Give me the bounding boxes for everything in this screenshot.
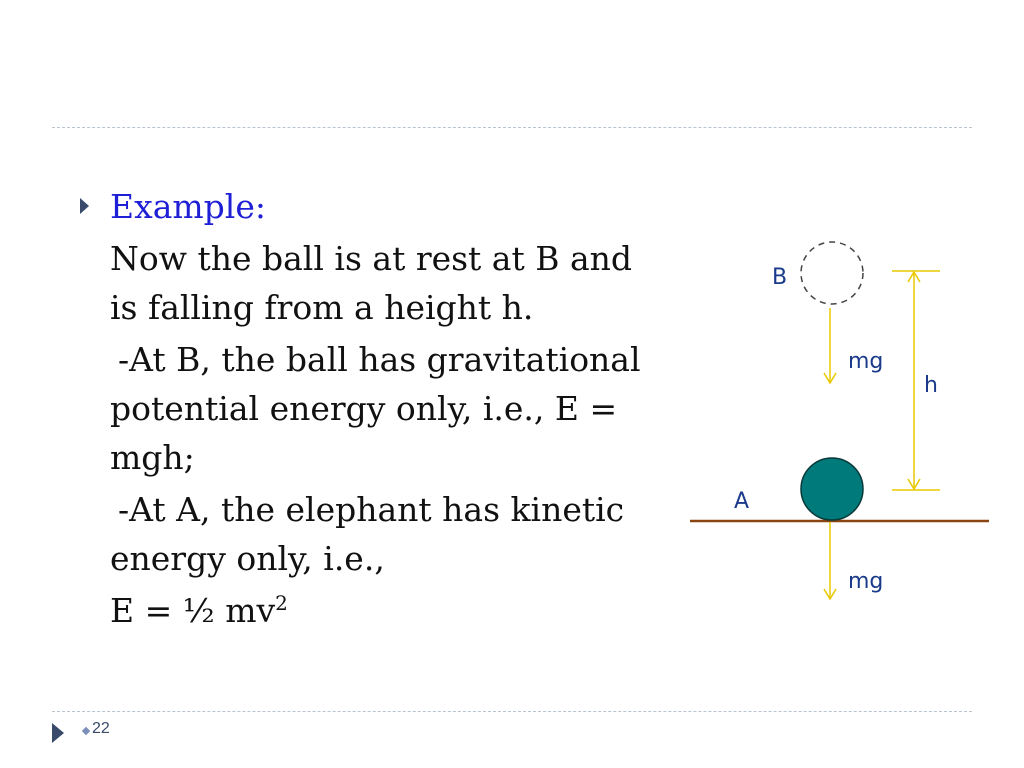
top-divider [52,127,972,128]
formula-exponent: 2 [275,591,288,615]
label-mg-top: mg [848,349,884,374]
paragraph-ball-at-rest: Now the ball is at rest at B and is falling from a height h. [110,239,633,327]
footer-arrow-icon [52,723,64,743]
paragraph-at-a: -At A, the elephant has kinetic energy only, i.e., [110,490,625,578]
falling-ball-diagram [686,232,992,604]
slide-body [110,182,650,638]
kinetic-energy-formula [110,586,650,635]
label-mg-bottom: mg [848,569,884,594]
paragraph-at-b: -At B, the ball has gravitational potential energy only, i.e., E = mgh; [110,340,641,477]
label-a: A [734,489,750,514]
bottom-divider [52,711,972,712]
ball-position-a [801,458,863,520]
example-heading: Example: [110,187,266,226]
label-h: h [924,373,938,398]
bullet-arrow-icon [80,198,89,214]
formula-base: E = ½ mv [110,591,276,630]
diamond-icon [82,727,90,735]
label-b: B [772,265,788,290]
ball-position-b-outline [801,242,863,304]
page-number: 22 [92,720,110,737]
